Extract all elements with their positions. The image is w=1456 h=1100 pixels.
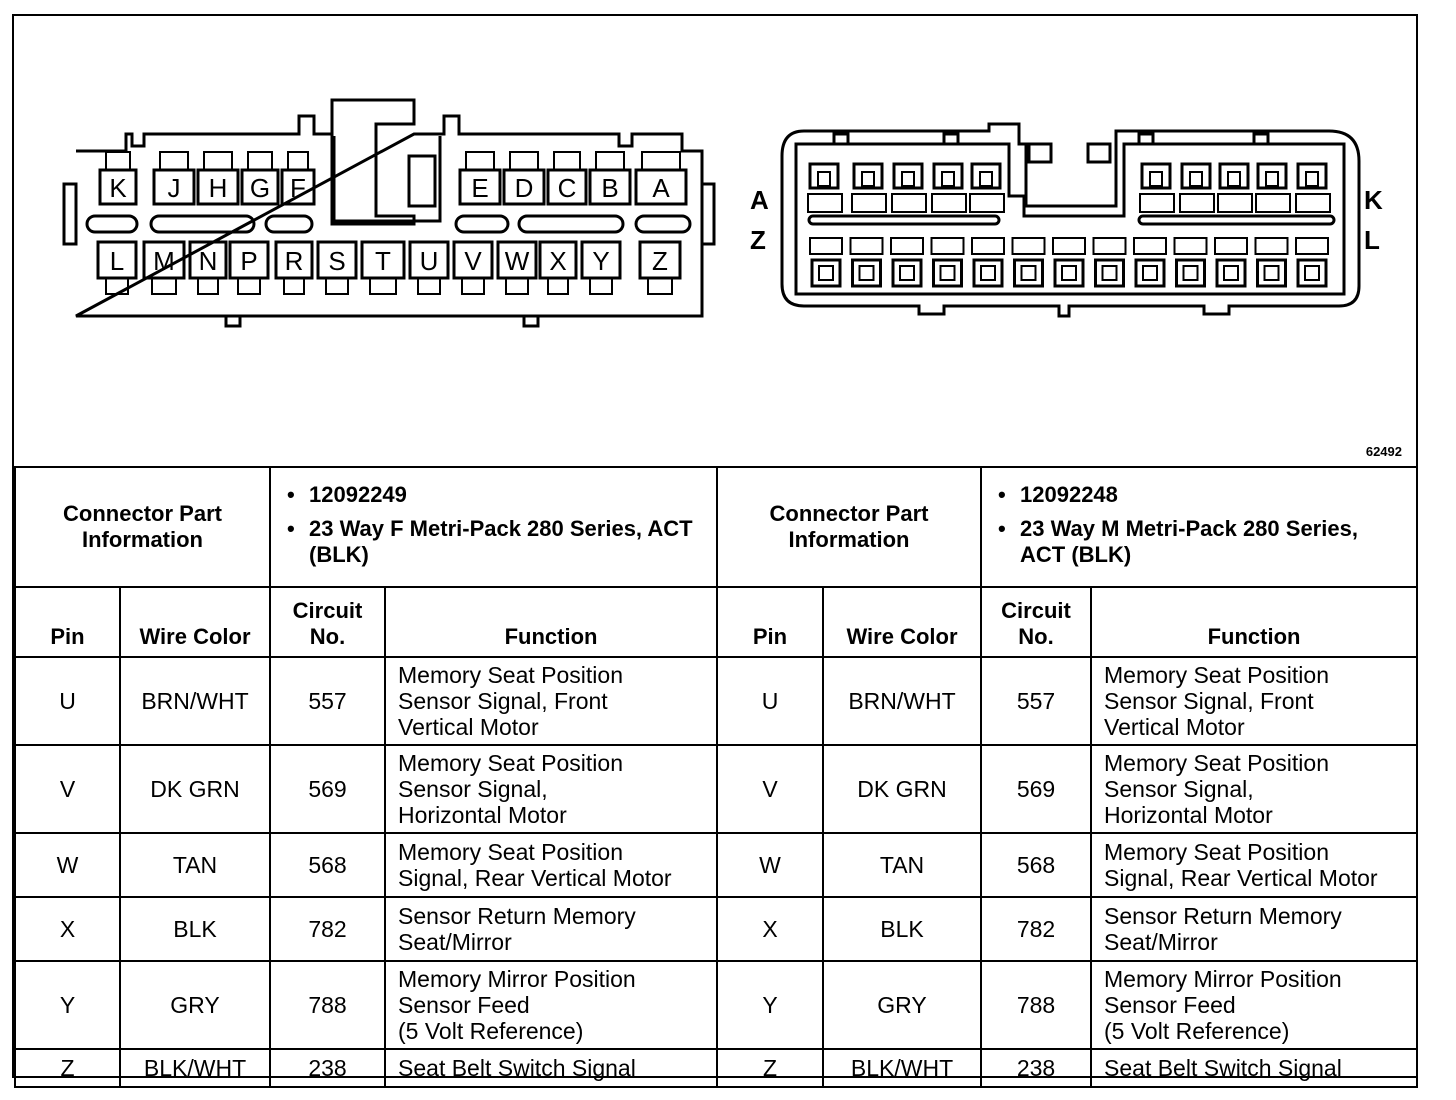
terminal-blade [974, 260, 1002, 286]
terminal-slot [1053, 238, 1085, 254]
female-top-row-pins [100, 152, 686, 204]
pin-label: D [514, 173, 534, 203]
connector-info [270, 467, 717, 587]
pin-cell: Y [717, 961, 823, 1049]
terminal-slot [1013, 238, 1045, 254]
table-row [15, 961, 717, 1049]
table-row [15, 897, 717, 961]
terminal-tip [860, 266, 874, 280]
pin-label: U [419, 246, 439, 276]
function-cell [385, 657, 717, 745]
pin-label: H [208, 173, 228, 203]
function-line: Signal, Rear Vertical Motor [1104, 865, 1378, 891]
terminal-blade [1142, 164, 1170, 188]
pin-label: Z [652, 246, 668, 276]
function-line: Seat/Mirror [1104, 929, 1218, 955]
wire-color-cell: DK GRN [823, 745, 981, 833]
terminal-tip [942, 172, 954, 186]
pin-label: G [249, 173, 271, 203]
table-row [717, 657, 1417, 745]
wire-color-cell: BRN/WHT [823, 657, 981, 745]
female-table-rows [15, 657, 717, 1087]
pin-latch [590, 278, 612, 294]
pin-cell: X [717, 897, 823, 961]
female-connector-table [14, 466, 718, 1088]
pin-latch [204, 152, 232, 170]
pin-latch [288, 152, 308, 170]
connector-sheet [12, 14, 1418, 1081]
pin-latch [642, 152, 680, 170]
function-line: Seat Belt Switch Signal [1104, 1055, 1342, 1081]
function-line: Memory Mirror Position [1104, 966, 1342, 992]
function-line: Horizontal Motor [1104, 802, 1273, 828]
function-line: Memory Seat Position [1104, 839, 1329, 865]
pin-header: Pin [717, 587, 823, 657]
function-cell [385, 961, 717, 1049]
function-cell [385, 1049, 717, 1087]
circuit-cell: 569 [981, 745, 1091, 833]
pin-cell: V [717, 745, 823, 833]
terminal-blade [1258, 164, 1286, 188]
terminal-tip [1224, 266, 1238, 280]
pin-label: N [198, 246, 218, 276]
terminal-blade [1298, 164, 1326, 188]
pin-label: T [375, 246, 391, 276]
pin-latch [238, 278, 260, 294]
pin-cell: W [15, 833, 120, 897]
terminal-slot [891, 238, 923, 254]
terminal-tip [1022, 266, 1036, 280]
function-line: Seat/Mirror [398, 929, 512, 955]
terminal-blade [934, 260, 962, 286]
table-row [15, 1049, 717, 1087]
pin-latch [462, 278, 484, 294]
terminal-slot [1296, 238, 1328, 254]
function-line: Memory Seat Position [1104, 662, 1329, 688]
function-line: Vertical Motor [398, 714, 539, 740]
terminal-tip [900, 266, 914, 280]
function-cell [1091, 745, 1417, 833]
connector-info [981, 467, 1417, 587]
terminal-blade [1177, 260, 1205, 286]
function-cell [1091, 897, 1417, 961]
function-cell [385, 833, 717, 897]
pin-latch [418, 278, 440, 294]
function-line: Memory Seat Position [398, 750, 623, 776]
circuit-cell: 557 [981, 657, 1091, 745]
pin-cell: Z [15, 1049, 120, 1087]
female-bottom-row-pins [98, 242, 680, 294]
function-cell [1091, 657, 1417, 745]
wire-color-cell: BLK [823, 897, 981, 961]
pin-label: K [109, 173, 127, 203]
terminal-slot [1134, 238, 1166, 254]
terminal-slot [1094, 238, 1126, 254]
terminal-blade [1136, 260, 1164, 286]
pin-label: C [557, 173, 577, 203]
pin-label: J [167, 173, 181, 203]
pin-label: Y [592, 246, 610, 276]
terminal-tip [862, 172, 874, 186]
terminal-tip [1103, 266, 1117, 280]
pin-label: S [328, 246, 346, 276]
function-line: Memory Seat Position [1104, 750, 1329, 776]
table-row [717, 1049, 1417, 1087]
function-line: Sensor Feed [1104, 992, 1236, 1018]
terminal-slot [932, 194, 966, 212]
wire-color-cell: DK GRN [120, 745, 270, 833]
terminal-tip [980, 172, 992, 186]
function-line: Sensor Signal, Front [1104, 688, 1314, 714]
terminal-slot [892, 194, 926, 212]
pin-label: R [284, 246, 304, 276]
wire-color-cell: GRY [823, 961, 981, 1049]
function-line: Sensor Return Memory [398, 903, 636, 929]
pin-latch [548, 278, 568, 294]
function-cell [1091, 833, 1417, 897]
terminal-slot [932, 238, 964, 254]
function-line: Signal, Rear Vertical Motor [398, 865, 672, 891]
terminal-slot [1175, 238, 1207, 254]
function-line: Seat Belt Switch Signal [398, 1055, 636, 1081]
function-line: Horizontal Motor [398, 802, 567, 828]
pin-cell: U [717, 657, 823, 745]
circuit-cell: 569 [270, 745, 385, 833]
pin-label: X [549, 246, 567, 276]
pin-label: W [504, 246, 530, 276]
terminal-blade [1217, 260, 1245, 286]
terminal-tip [1143, 266, 1157, 280]
pin-cell: V [15, 745, 120, 833]
function-line: Vertical Motor [1104, 714, 1245, 740]
function-line: Sensor Signal, Front [398, 688, 608, 714]
function-line: Sensor Feed [398, 992, 530, 1018]
male-connector-table [716, 466, 1418, 1088]
connector-drawings [14, 16, 1416, 466]
terminal-tip [819, 266, 833, 280]
pin-label: A [652, 173, 670, 203]
figure-number: 62492 [1365, 444, 1402, 459]
table-row [15, 657, 717, 745]
terminal-tip [1184, 266, 1198, 280]
circuit-cell: 782 [270, 897, 385, 961]
pin-label: F [290, 173, 306, 203]
pin-latch [248, 152, 272, 170]
table-row [717, 745, 1417, 833]
circuit-header: Circuit No. [270, 587, 385, 657]
terminal-tip [1228, 172, 1240, 186]
terminal-blade [894, 164, 922, 188]
terminal-slot [808, 194, 842, 212]
circuit-cell: 782 [981, 897, 1091, 961]
wire-color-cell: TAN [823, 833, 981, 897]
function-cell [1091, 1049, 1417, 1087]
pin-latch [160, 152, 188, 170]
terminal-slot [972, 238, 1004, 254]
terminal-slot [851, 238, 883, 254]
pin-latch [106, 152, 130, 170]
pin-latch [152, 278, 176, 294]
terminal-tip [1306, 172, 1318, 186]
wire-color-cell: GRY [120, 961, 270, 1049]
terminal-tip [902, 172, 914, 186]
function-cell [385, 897, 717, 961]
function-cell [1091, 961, 1417, 1049]
terminal-blade [1258, 260, 1286, 286]
wire-color-header: Wire Color [120, 587, 270, 657]
terminal-slot [1215, 238, 1247, 254]
terminal-blade [934, 164, 962, 188]
terminal-blade [1055, 260, 1083, 286]
connector-info-label: Connector Part Information [15, 467, 270, 587]
pin-cell: Y [15, 961, 120, 1049]
pin-latch [648, 278, 672, 294]
function-cell [385, 745, 717, 833]
function-line: Sensor Signal, [1104, 776, 1254, 802]
function-line: Sensor Signal, [398, 776, 548, 802]
connector-info-label: Connector Part Information [717, 467, 981, 587]
terminal-blade [854, 164, 882, 188]
wire-color-cell: BRN/WHT [120, 657, 270, 745]
terminal-blade [1298, 260, 1326, 286]
pin-latch [326, 278, 348, 294]
part-number: • 12092249 [309, 482, 708, 508]
terminal-blade [810, 164, 838, 188]
male-label-z: Z [750, 225, 766, 255]
wire-color-header: Wire Color [823, 587, 981, 657]
terminal-slot [1218, 194, 1252, 212]
circuit-cell: 788 [270, 961, 385, 1049]
pin-latch [106, 278, 128, 294]
function-line: Memory Mirror Position [398, 966, 636, 992]
pin-label: E [471, 173, 489, 203]
terminal-tip [1265, 266, 1279, 280]
terminal-tip [1266, 172, 1278, 186]
pin-cell: Z [717, 1049, 823, 1087]
pin-label: V [464, 246, 482, 276]
terminal-blade [1096, 260, 1124, 286]
circuit-cell: 238 [981, 1049, 1091, 1087]
terminal-blade [1015, 260, 1043, 286]
terminal-tip [1150, 172, 1162, 186]
pin-label: P [240, 246, 258, 276]
terminal-slot [1296, 194, 1330, 212]
function-line: (5 Volt Reference) [398, 1018, 584, 1044]
table-row [717, 961, 1417, 1049]
terminal-blade [893, 260, 921, 286]
table-row [15, 833, 717, 897]
table-row [15, 745, 717, 833]
pin-latch [596, 152, 624, 170]
pin-cell: X [15, 897, 120, 961]
terminal-blade [972, 164, 1000, 188]
terminal-slot [1256, 238, 1288, 254]
terminal-tip [981, 266, 995, 280]
function-header: Function [385, 587, 717, 657]
terminal-tip [1305, 266, 1319, 280]
pin-latch [510, 152, 538, 170]
pin-latch [466, 152, 494, 170]
pin-cell: W [717, 833, 823, 897]
terminal-slot [970, 194, 1004, 212]
pin-label: L [109, 246, 125, 276]
table-row [717, 833, 1417, 897]
male-label-k: K [1364, 185, 1383, 215]
pin-header: Pin [15, 587, 120, 657]
male-label-l: L [1364, 225, 1380, 255]
male-label-a: A [750, 185, 769, 215]
pin-label: B [601, 173, 619, 203]
terminal-slot [1180, 194, 1214, 212]
female-connector [64, 100, 714, 326]
function-header: Function [1091, 587, 1417, 657]
terminal-blade [1182, 164, 1210, 188]
function-line: (5 Volt Reference) [1104, 1018, 1290, 1044]
pin-latch [554, 152, 580, 170]
connector-description: • 23 Way F Metri-Pack 280 Series, ACT (BLK) [309, 516, 708, 568]
wire-color-cell: BLK/WHT [120, 1049, 270, 1087]
male-table-rows [717, 657, 1417, 1087]
circuit-cell: 238 [270, 1049, 385, 1087]
circuit-cell: 568 [981, 833, 1091, 897]
terminal-slot [810, 238, 842, 254]
function-line: Sensor Return Memory [1104, 903, 1342, 929]
function-line: Memory Seat Position [398, 662, 623, 688]
pin-latch [198, 278, 218, 294]
circuit-cell: 788 [981, 961, 1091, 1049]
pin-cell: U [15, 657, 120, 745]
pin-latch [370, 278, 396, 294]
function-line: Memory Seat Position [398, 839, 623, 865]
pin-label: M [153, 246, 175, 276]
pin-latch [506, 278, 528, 294]
terminal-tip [1190, 172, 1202, 186]
terminal-tip [941, 266, 955, 280]
terminal-blade [1220, 164, 1248, 188]
terminal-slot [852, 194, 886, 212]
terminal-blade [853, 260, 881, 286]
part-number: • 12092248 [1020, 482, 1408, 508]
terminal-tip [818, 172, 830, 186]
wire-color-cell: BLK [120, 897, 270, 961]
wire-color-cell: TAN [120, 833, 270, 897]
connector-diagram [14, 16, 1416, 468]
circuit-header: Circuit No. [981, 587, 1091, 657]
terminal-slot [1256, 194, 1290, 212]
pin-latch [284, 278, 304, 294]
circuit-cell: 557 [270, 657, 385, 745]
terminal-slot [1140, 194, 1174, 212]
table-row [717, 897, 1417, 961]
terminal-tip [1062, 266, 1076, 280]
connector-description: • 23 Way M Metri-Pack 280 Series, ACT (BLK) [1020, 516, 1408, 568]
circuit-cell: 568 [270, 833, 385, 897]
wire-color-cell: BLK/WHT [823, 1049, 981, 1087]
terminal-blade [812, 260, 840, 286]
